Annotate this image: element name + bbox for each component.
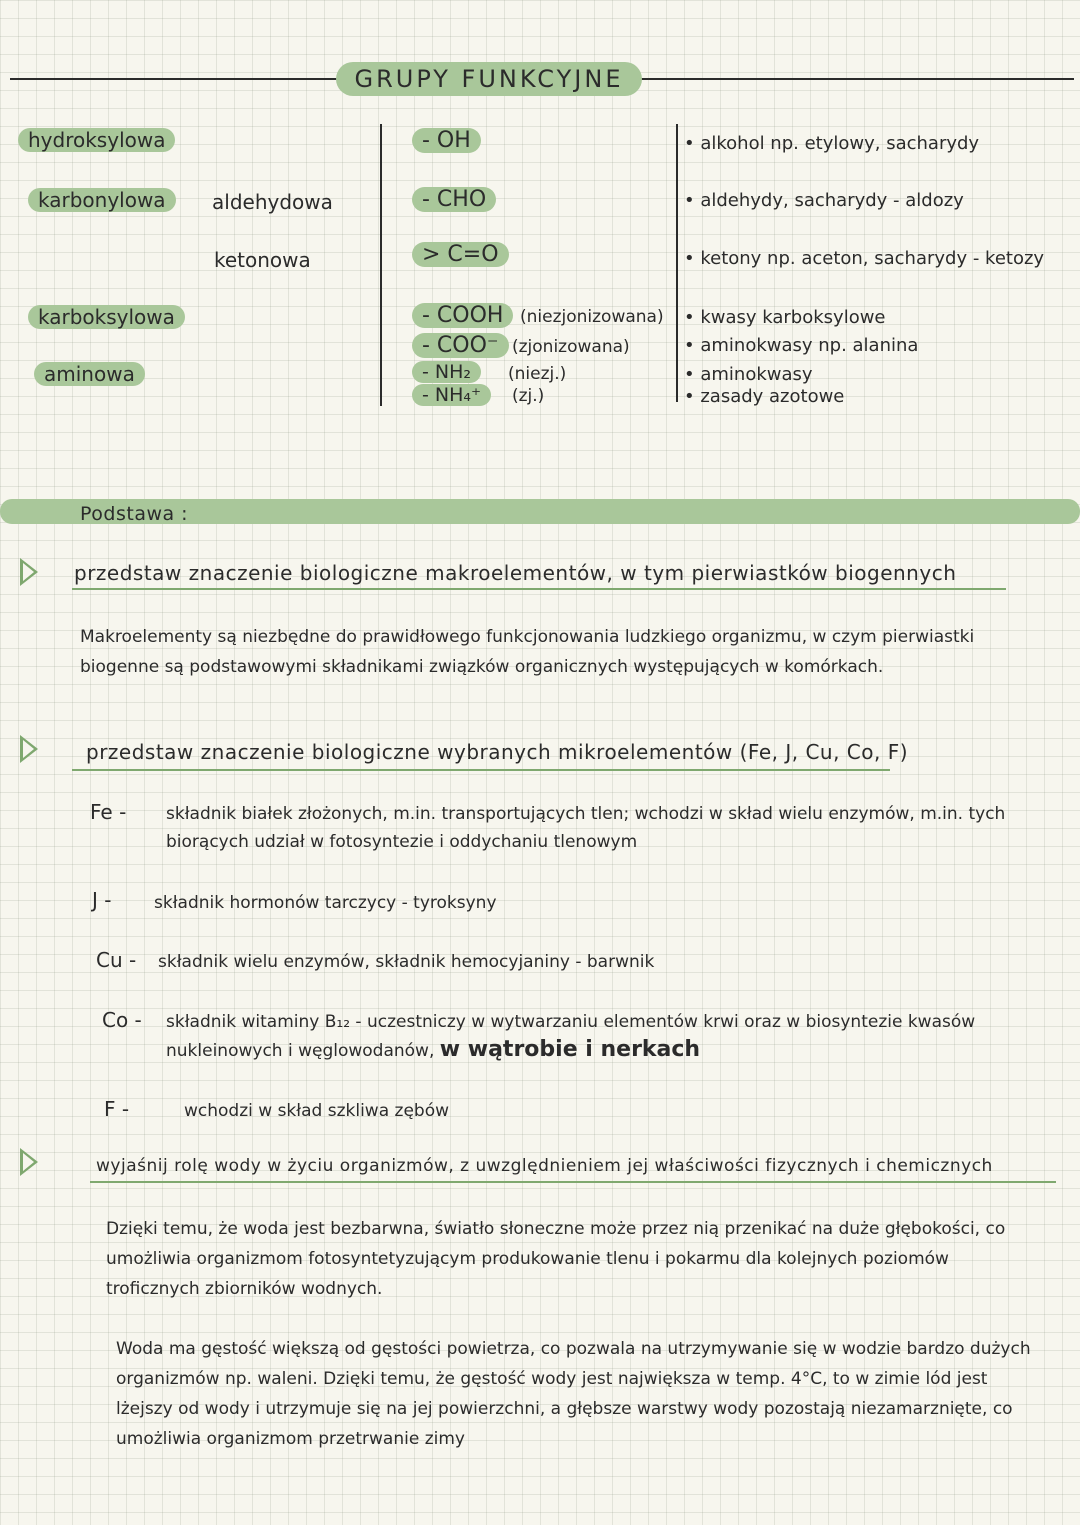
play-triangle-icon — [20, 1148, 38, 1176]
formula-oh: - OH — [412, 128, 481, 153]
title-rule-right — [640, 78, 1074, 80]
section3-paragraph-1: Dzięki temu, że woda jest bezbarwna, światło słoneczne może przez nią przenikać na duże głębokości, co umożliwia organizmom fotosyntetyzującym produkowanie tlenu i pokarmu dla kolejnych poziomów troficznych zbiorników wodnych. — [106, 1219, 1006, 1299]
element-fe-text: składnik białek złożonych, m.in. transportujących tlen; wchodzi w skład wielu enzymów, m.in. tych biorących udział w fotosyntezie i oddychaniu tlenowym — [166, 804, 1006, 852]
formula-nh4: - NH₄⁺ — [412, 384, 491, 406]
example-ketone: • ketony np. aceton, sacharydy - ketozy — [684, 248, 1045, 269]
note-nh4: (zj.) — [512, 386, 545, 406]
group-name-amino: aminowa — [34, 362, 145, 386]
group-name-carboxyl: karboksylowa — [28, 305, 185, 329]
element-cu-symbol: Cu - — [96, 948, 137, 972]
note-coo: (zjonizowana) — [512, 337, 630, 357]
element-j-text: składnik hormonów tarczycy - tyroksyny — [154, 893, 497, 913]
element-f-text: wchodzi w skład szkliwa zębów — [184, 1101, 449, 1121]
section3-heading: wyjaśnij rolę wody w życiu organizmów, z uwzględnieniem jej właściwości fizycznych i chemicznych — [96, 1156, 993, 1176]
element-co-text — [166, 1008, 1006, 1065]
example-aminoacids: • aminokwasy — [684, 364, 813, 385]
section2-underline — [72, 769, 890, 771]
example-hydroxyl: • alkohol np. etylowy, sacharydy — [684, 133, 980, 154]
section1-heading: przedstaw znaczenie biologiczne makroelementów, w tym pierwiastków biogennych — [74, 561, 957, 585]
element-co-text-main: składnik witaminy B₁₂ - uczestniczy w wytwarzaniu elementów krwi oraz w biosyntezie kwasów nukleinowych i węglowodanów, — [166, 1012, 976, 1061]
formula-cooh: - COOH — [412, 303, 513, 328]
formula-coo: - COO⁻ — [412, 333, 509, 358]
example-aldehyde: • aldehydy, sacharydy - aldozy — [684, 190, 964, 211]
group-name-hydroxyl: hydroksylowa — [18, 128, 175, 152]
example-carboxyl: • kwasy karboksylowe — [684, 307, 886, 328]
title-rule-left — [10, 78, 340, 80]
section3-underline — [90, 1181, 1056, 1183]
group-subtype-ketone: ketonowa — [214, 248, 311, 272]
section3-paragraph-2: Woda ma gęstość większą od gęstości powietrza, co pozwala na utrzymywanie się w wodzie bardzo dużych organizmów np. waleni. Dzięki temu, że gęstość wody jest największa w temp. 4°C, to w zimie lód jest lżejszy od wody i utrzymuje się na jej powierzchni, a głębsze warstwy wody pozostają niezamarznięte, co umożliwia organizmom przetrwanie zimy — [116, 1339, 1031, 1449]
element-cu-text: składnik wielu enzymów, składnik hemocyjaniny - barwnik — [158, 952, 655, 972]
example-nitrogen-bases: • zasady azotowe — [684, 386, 845, 407]
element-f-symbol: F - — [104, 1097, 130, 1121]
table-divider-right — [676, 124, 678, 402]
element-fe-symbol: Fe - — [90, 800, 127, 824]
element-j-symbol: J - — [92, 888, 112, 912]
element-co-symbol: Co - — [102, 1008, 142, 1032]
table-divider-left — [380, 124, 382, 406]
play-triangle-icon — [20, 558, 38, 586]
section2-heading: przedstaw znaczenie biologiczne wybranych mikroelementów (Fe, J, Cu, Co, F) — [86, 740, 909, 764]
example-aminoacids-alanine: • aminokwasy np. alanina — [684, 335, 919, 356]
formula-nh2: - NH₂ — [412, 361, 481, 383]
note-cooh: (niezjonizowana) — [520, 307, 664, 327]
page-title: GRUPY FUNKCYJNE — [336, 62, 642, 96]
basis-label: Podstawa : — [80, 503, 189, 525]
play-triangle-icon — [20, 735, 38, 763]
section1-underline — [72, 588, 1006, 590]
formula-co: > C=O — [412, 242, 509, 267]
element-co-text-emphasis: w wątrobie i nerkach — [439, 1037, 701, 1062]
group-subtype-aldehyde: aldehydowa — [212, 190, 333, 214]
section1-text: Makroelementy są niezbędne do prawidłowego funkcjonowania ludzkiego organizmu, w czym pierwiastki biogenne są podstawowymi składnikami związków organicznych występujących w komórkach. — [80, 627, 975, 677]
group-name-carbonyl: karbonylowa — [28, 188, 176, 212]
note-nh2: (niezj.) — [508, 364, 567, 384]
formula-cho: - CHO — [412, 187, 496, 212]
